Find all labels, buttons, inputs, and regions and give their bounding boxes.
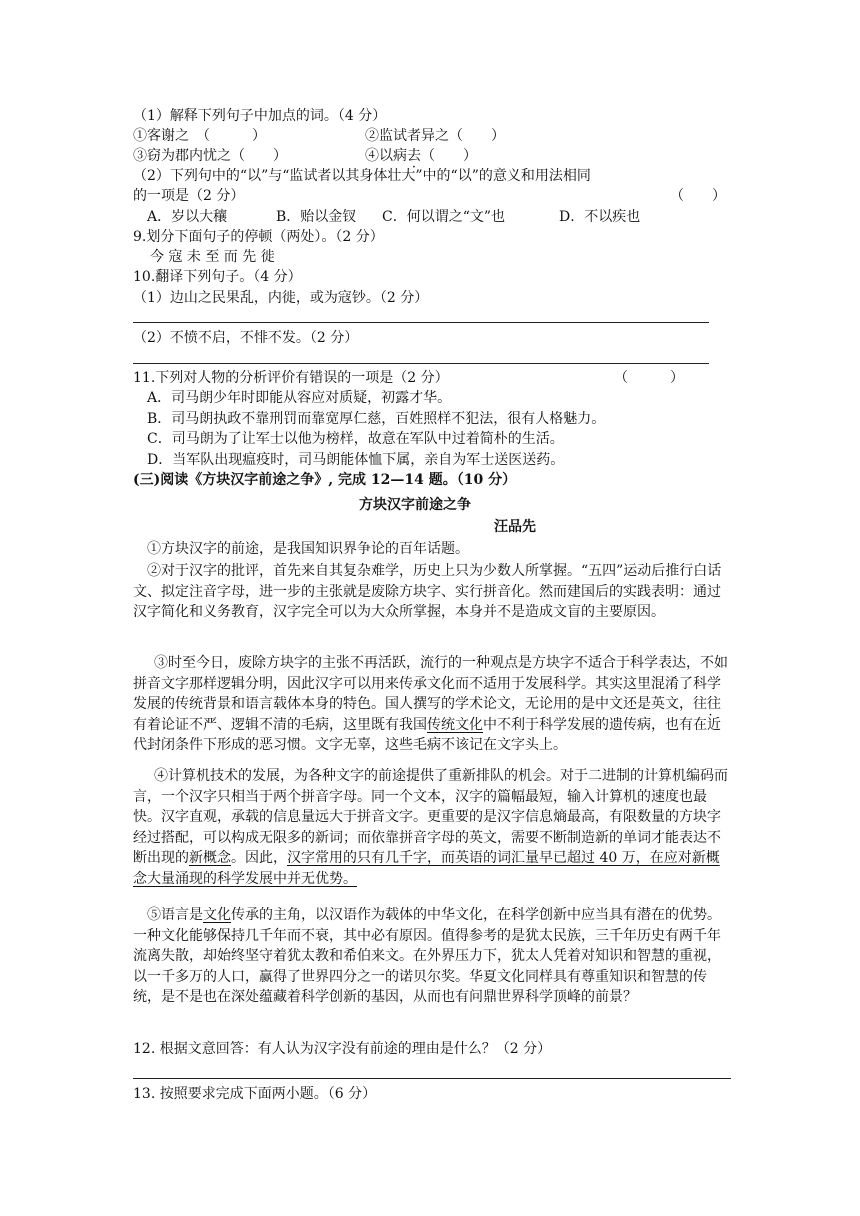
paragraph-4-text-a: ④计算机技术的发展，为各种文字的前途提供了重新排队的机会。对于二进制的计算机编码而言，一个汉字只相当于两个拼音字母。同一个文本，汉字的篇幅最短，输入计算机的速度也最快。汉字直观，承载的信息量远大于拼音文字。更重要的是汉字信息熵最高，有限数量的方块字经过搭配，可以构成无限多的新词；而依靠拼音字母的英文，需要不断制造新的单词才能表达不断出现的 <box>133 768 728 866</box>
q8-1-item-4 <box>365 147 477 165</box>
q8-1-item-2: ②监试者异之（ ） <box>365 128 505 144</box>
article-paragraph-2: ②对于汉字的批评，首先来自其复杂难学，历史上只为少数人所掌握。“五四”运动后推行白话文、拟定注音字母，进一步的主张就是废除方块字、实行拼音化。然而建国后的实践表明：通过汉字简化和义务教育，汉字完全可以为大众所掌握，本身并不是造成文盲的主要原因。 <box>133 563 722 620</box>
q8-2-line-1: （2）下列句中的“以”与“监试者以其身体壮大”中的“以”的意义和用法相同 <box>133 168 591 184</box>
paragraph-3-text-b: 往有着论证不严、逻辑不清的毛病，这里既有我国 <box>133 696 721 733</box>
q12-title: 12. 根据文意回答：有人认为汉字没有前途的理由是什么？（2 分） <box>133 1041 552 1057</box>
q8-1-item-1: ①客谢之 （ ） <box>133 128 266 144</box>
answer-line <box>133 1078 731 1079</box>
underlined-phrase: 文化 <box>203 907 231 923</box>
q8-2-answer-paren: （ ） <box>670 188 726 204</box>
q8-2-line-2: 的一项是（2 分） <box>133 188 245 204</box>
answer-line <box>133 363 709 364</box>
q10-title: 10.翻译下列句子。（4 分） <box>133 269 302 285</box>
q9-sentence: 今 寇 未 至 而 先 徙 <box>150 249 275 265</box>
q8-1-item-3: ③窃为郡内忧之（ ） <box>133 148 287 164</box>
underlined-phrase: 传统文化 <box>427 716 483 733</box>
article-paragraph-5 <box>133 905 731 1008</box>
paragraph-5-text-a: ⑤语言是 <box>147 907 203 923</box>
q8-1-item-4-pre: ④以病 <box>365 148 407 164</box>
underlined-phrase: 新概念 <box>189 850 231 866</box>
q9-title: 9.划分下面句子的停顿（两处）。（2 分） <box>133 229 384 245</box>
q8-2-option-c: C．何以谓之“文”也 <box>382 209 506 225</box>
article-author: 汪品先 <box>494 519 536 535</box>
q8-2-option-b: B．贻以金钗 <box>276 209 357 225</box>
q11-option-d: D．当军队出现瘟疫时，司马朗能体恤下属，亲自为军士送医送药。 <box>147 452 565 468</box>
q11-title: 11.下列对人物的分析评价有错误的一项是（2 分） <box>133 370 449 386</box>
q8-2-option-d: D．不以疾也 <box>559 209 641 225</box>
q8-1-item-4-post: （ ） <box>421 148 477 164</box>
paragraph-3-text-c: 中不利于科学发展的遗传病，也有在近代封闭条件下形成的恶习惯。文字无辜，这些毛病不该记在文字头上。 <box>133 716 721 753</box>
q13-title: 13. 按照要求完成下面两小题。（6 分） <box>133 1086 377 1102</box>
paragraph-5-text-b: 传承的主角，以汉语作为载体的中华文化，在科学创新中应当具有潜在的优势。一种文化能够保持几千年而不衰，其中必有原因。值得参考的是犹太民族，三千年历史有两千年流离失散，却始终坚守着犹太教和希伯来文。在外界压力下，犹太人凭着对知识和智慧的重视，以一千多万的人口，赢得了世界四分之一的诺贝尔奖。华夏文化同样具有尊重知识和智慧的传统，是不是也在深处蕴藏着科学创新的基因，从而也有问鼎世界科学顶峰的前景？ <box>133 907 721 1005</box>
article-paragraph-3 <box>133 653 731 756</box>
paragraph-4-text-b: 。因此， <box>231 850 287 866</box>
q8-1-prompt: （1）解释下列句子中加点的词。（4 分） <box>133 108 387 124</box>
paragraph-3-text-a: ③时至今日，废除方块字的主张不再活跃，流行的一种观点是方块字不适合于科学表达，不如拼音文字那样逻辑分明，因此汉字可以用来传承文化而不适用于发展科学。其实这里混淆了科学发展的传统背景和语言载体本身的特色。国人撰写的学术论文，无论用的是中文还是英文， <box>133 655 728 712</box>
underlined-sentence: 汉字常用的只有几千字，而英语的词汇量早已超过 40 万，在应对新概念大量涌现的科学发展中并无优势。 <box>133 850 720 887</box>
article-title: 方块汉字前途之争 <box>359 497 471 513</box>
q11-option-b: B．司马朗执政不靠刑罚而靠宽厚仁慈，百姓照样不犯法，很有人格魅力。 <box>147 411 606 427</box>
q8-2-option-a: A．岁以大穰 <box>147 209 228 225</box>
q11-option-c: C．司马朗为了让军士以他为榜样，故意在军队中过着简朴的生活。 <box>147 431 564 447</box>
article-paragraph-4 <box>133 766 731 889</box>
q11-option-a: A．司马朗少年时即能从容应对质疑，初露才华。 <box>147 390 452 406</box>
article-paragraph-1: ①方块汉字的前途，是我国知识界争论的百年话题。 <box>147 541 469 557</box>
emphasis-dot-char: 往 <box>693 696 707 712</box>
answer-line <box>133 322 709 323</box>
emphasis-dot-char: 去 <box>407 148 421 164</box>
q11-answer-paren: （ ） <box>614 370 684 386</box>
q10-sentence-1: （1）边山之民果乱，内徙，或为寇钞。（2 分） <box>133 290 429 306</box>
q10-sentence-2: （2）不愤不启，不悱不发。（2 分） <box>133 330 359 346</box>
section-heading: (三)阅读《方块汉字前途之争》, 完成 12—14 题。（10 分） <box>133 472 517 488</box>
